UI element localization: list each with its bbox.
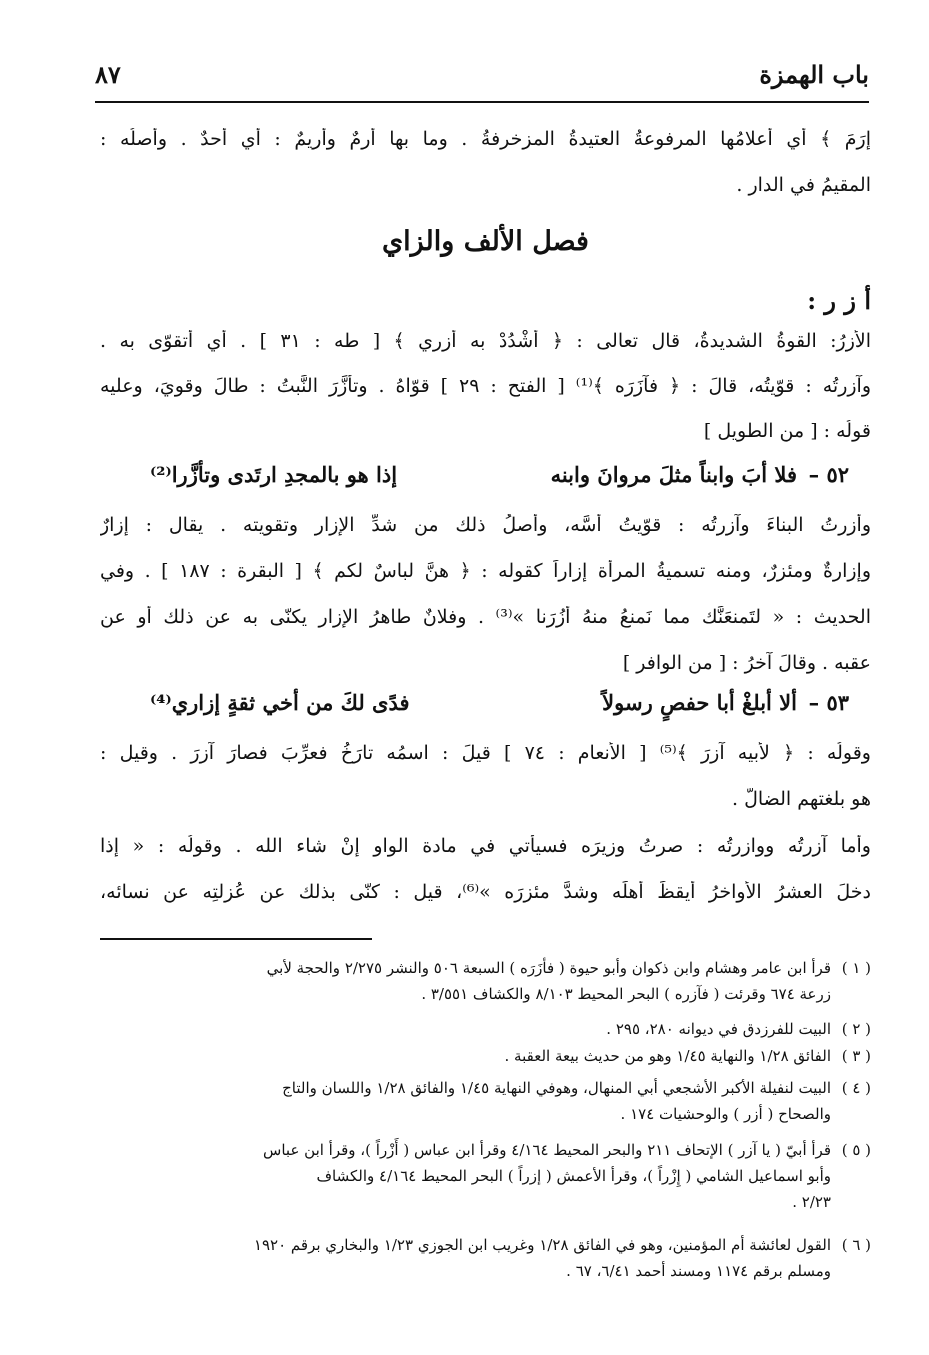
section-title: فصل الألف والزاي (382, 226, 589, 257)
footnote-number: ( ٥ ) (841, 1141, 871, 1159)
footnote-number: ( ٤ ) (841, 1079, 871, 1097)
verse-53 (150, 690, 849, 726)
header-rule (95, 101, 869, 103)
footnote-5 (98, 1137, 871, 1215)
verse-hemistich-2: إذا هو بالمجدِ ارتَدى وتأزَّرا⁽²⁾ (150, 462, 398, 487)
chapter-title: باب الهمزة (759, 60, 869, 89)
footnote-text: ٢/٢٣ . (792, 1193, 831, 1211)
footnote-3 (98, 1043, 871, 1069)
verse-number: ٥٣ – (808, 690, 849, 715)
paragraph2-line-2: وإزارةٌ ومئزرٌ، ومنه تسميةُ المرأة إزاراً كقوله : ﴿ هنَّ لباسٌ لكم ﴾ [ البقرة : ١٨٧ ] . وفي (100, 560, 871, 582)
footnote-line (98, 1075, 871, 1101)
footnote-line (98, 1163, 871, 1189)
footnote-text: القول لعائشة أم المؤمنين، وهو في الفائق ١/٢٨ وغريب ابن الجوزي ١/٢٣ والبخاري برقم ١٩٢٠ (253, 1236, 831, 1254)
footnote-number: ( ٦ ) (841, 1236, 871, 1254)
paragraph4-line-2: دخلَ العشرُ الأواخرُ أيقظَ أهلَه وشدَّ مئزرَه »⁽⁶⁾، قيل : كنّى بذلك عن عُزلتِه عن نسائه، (100, 881, 871, 903)
paragraph3-line-2: هو بلغتهم الضالُّ . (731, 788, 871, 810)
paragraph1-line-3: قولُه : [ من الطويل ] (703, 420, 871, 442)
paragraph1-line-1: الأزرُ: القوةُ الشديدةُ، قال تعالى : ﴿ أَشْدُدْ به أَزري ﴾ [ طه : ٣١ ] . أي أتقوّى به . (100, 330, 871, 352)
verse-52 (150, 462, 849, 498)
verse-hemistich-1: ألا أبلغْ أبا حفصٍ رسولاً (602, 690, 797, 715)
paragraph3-line-1: وقولُه : ﴿ لأبيه آزرَ ﴾⁽⁵⁾ [ الأنعام : ٧٤ ] قيلَ : اسمُه تارَخُ فعرِّبَ فصارَ آزرَ . وقيل : (100, 742, 871, 764)
intro-line-1: إِرَمَ ﴾ أي أعلامُها المرفوعةُ العتيدةُ المزخرفةُ . وما بها أَرِمٌ وأريمٌ : أي أحدٌ . وأصلُه : (100, 128, 871, 150)
footnote-1 (98, 955, 871, 1007)
footnote-2 (98, 1016, 871, 1042)
footnote-rule (100, 938, 372, 940)
footnote-text: ومسلم برقم ١١٧٤ ومسند أحمد ٦/٤١، ٦٧ . (566, 1262, 831, 1280)
footnote-line (98, 1016, 871, 1042)
footnote-text: البيت للفرزدق في ديوانه ٢٨٠، ٢٩٥ . (606, 1020, 831, 1038)
paragraph2-line-4: عقبه . وقالَ آخرُ : [ من الوافر ] (622, 652, 871, 674)
footnote-line (98, 1101, 871, 1127)
footnote-line (98, 1258, 871, 1284)
paragraph4-line-1: وأما آزرتُه ووازرتُه : صرتُ وزيرَه فسيأتي في مادة الواو إنْ شاء الله . وقولُه : « إذا (100, 835, 871, 857)
footnote-number: ( ١ ) (841, 959, 871, 977)
page-header (95, 58, 869, 92)
footnote-line (98, 1043, 871, 1069)
footnote-text: قرأ أبيّ ( يا آزر ) الإتحاف ٢١١ والبحر المحيط ٤/١٦٤ وقرأ ابن عباس ( أَزْراً )، وقرأ ابن عباس (263, 1141, 831, 1159)
footnote-number: ( ٢ ) (841, 1020, 871, 1038)
footnote-line (98, 981, 871, 1007)
paragraph1-line-2: وآزرتُه : قوّيتُه، قالَ : ﴿ فآزَرَه ﴾⁽¹⁾ [ الفتح : ٢٩ ] قوّاهُ . وتأزَّرَ النَّبتُ : طالَ وقويَ، وعليه (100, 375, 871, 397)
footnote-text: قرأ ابن عامر وهشام وابن ذكوان وأبو حيوة ( فأزَرَه ) السبعة ٥٠٦ والنشر ٢/٢٧٥ والحجة لأبي (266, 959, 831, 977)
verse-number: ٥٢ – (808, 462, 849, 487)
footnote-text: الفائق ١/٢٨ والنهاية ١/٤٥ وهو من حديث بيعة العقبة . (504, 1047, 831, 1065)
verse-hemistich-2: فدًى لكَ من أخي ثقةٍ إزاري⁽⁴⁾ (150, 690, 410, 715)
intro-line-2: المقيمُ في الدار . (736, 174, 871, 196)
footnote-line (98, 1189, 871, 1215)
footnote-line (98, 955, 871, 981)
page-number: ٨٧ (95, 60, 121, 89)
footnote-text: زرعة ٦٧٤ وقرئت ( فآزره ) البحر المحيط ٨/١٠٣ والكشاف ٣/٥٥١ . (421, 985, 831, 1003)
verse-hemistich-1: فلا أبَ وابناً مثلَ مروانَ وابنه (550, 462, 797, 487)
paragraph2-line-3: الحديث : « لتَمنعَنَّك مما نَمنعُ منهُ أُزُرَنا »⁽³⁾ . وفلانٌ طاهرُ الإزارِ يكنّى به عن ذلك أو عن (100, 606, 871, 628)
footnote-text: والصحاح ( أزر ) والوحشيات ١٧٤ . (620, 1105, 831, 1123)
footnote-line (98, 1232, 871, 1258)
footnote-text: البيت لنفيلة الأكبر الأشجعي أبي المنهال، وهوفي النهاية ١/٤٥ والفائق ١/٢٨ واللسان والتاج (282, 1079, 831, 1097)
footnote-number: ( ٣ ) (841, 1047, 871, 1065)
footnote-line (98, 1137, 871, 1163)
footnote-4 (98, 1075, 871, 1127)
root-heading: أ ز ر : (807, 286, 871, 315)
footnote-text: وأبو اسماعيل الشامي ( إِزْراً )، وقرأ الأعمش ( إزراً ) البحر المحيط ٤/١٦٤ والكشاف (316, 1167, 831, 1185)
footnote-6 (98, 1232, 871, 1284)
paragraph2-line-1: وأزرتُ البناءَ وآزرتُه : قوّيتُ أُسَّه، وأصلُ ذلك من شدِّ الإزارِ وتقويته . يقال : إزارٌ (100, 514, 871, 536)
